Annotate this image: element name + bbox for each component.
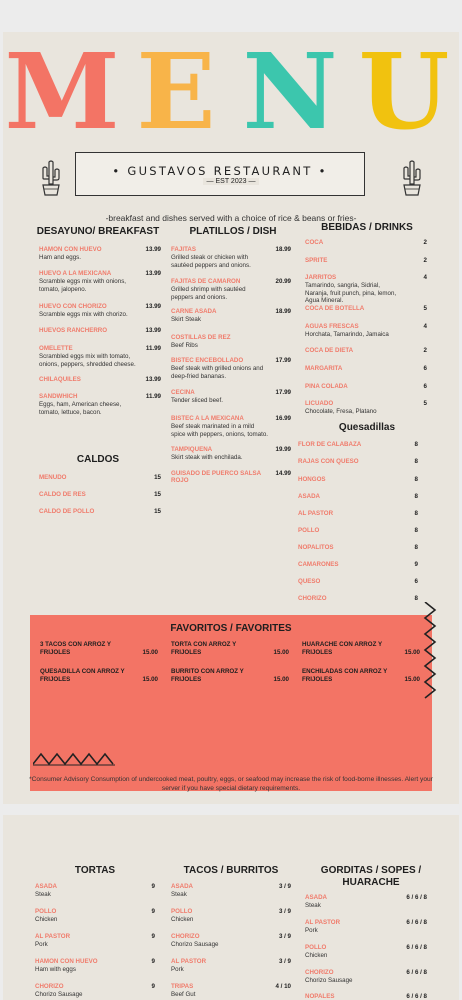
menu-item bbox=[298, 510, 418, 517]
favorites-title: FAVORITOS / FAVORITES bbox=[170, 623, 292, 634]
menu-item-description: Skirt Steak bbox=[171, 316, 201, 324]
menu-item bbox=[35, 908, 155, 924]
menu-item-description: Skirt steak with enchilada. bbox=[171, 454, 243, 462]
menu-item bbox=[171, 389, 291, 405]
menu-item-name: ASADA bbox=[305, 894, 328, 901]
menu-item-description: Beef Ribs bbox=[171, 342, 198, 350]
menu-item-description: Steak bbox=[305, 902, 321, 910]
favorite-item-name: ENCHILADAS CON ARROZ Y FRIJOLES bbox=[302, 668, 388, 683]
menu-item-description: Pork bbox=[35, 941, 48, 949]
menu-item bbox=[39, 246, 161, 262]
menu-item-price: 20.99 bbox=[275, 278, 291, 285]
aztec-pattern-icon bbox=[423, 602, 439, 702]
menu-item-description: Steak bbox=[171, 891, 187, 899]
menu-item-price: 9 bbox=[151, 908, 155, 915]
menu-item-name: ASADA bbox=[35, 883, 58, 890]
menu-item bbox=[35, 883, 155, 899]
menu-item-name: COCA DE DIETA bbox=[305, 347, 354, 354]
menu-item bbox=[171, 415, 291, 438]
menu-item-name: SANDWHICH bbox=[39, 393, 78, 400]
menu-item-name: AL PASTOR bbox=[298, 510, 334, 517]
menu-item bbox=[171, 246, 291, 269]
menu-item-description: Beef steak marinated in a mild spice with peppers, onions, tomato. bbox=[171, 423, 268, 438]
menu-item-price: 9 bbox=[151, 983, 155, 990]
menu-item bbox=[305, 969, 427, 985]
menu-item-description: Scramble eggs mix with chorizo. bbox=[39, 311, 128, 319]
menu-item-name: LICUADO bbox=[305, 400, 334, 407]
menu-item-name: QUESO bbox=[298, 578, 321, 585]
favorite-item-name: 3 TACOS CON ARROZ Y FRIJOLES bbox=[40, 641, 111, 656]
menu-item bbox=[171, 278, 291, 301]
tagline: -breakfast and dishes served with a choice of rice & beans or fries- bbox=[105, 213, 357, 223]
menu-item bbox=[298, 544, 418, 551]
menu-item bbox=[39, 327, 161, 334]
menu-item-price: 11.99 bbox=[145, 345, 161, 352]
menu-item-name: MARGARITA bbox=[305, 365, 343, 372]
menu-item-description: Pork bbox=[171, 966, 184, 974]
menu-item bbox=[305, 894, 427, 910]
menu-item-name: CHILAQUILES bbox=[39, 376, 81, 383]
menu-item bbox=[305, 305, 427, 312]
menu-item-price: 3 / 9 bbox=[278, 933, 291, 940]
breakfast-title: DESAYUNO/ BREAKFAST bbox=[36, 226, 160, 237]
menu-item bbox=[298, 493, 418, 500]
menu-item-price: 6 bbox=[414, 578, 418, 585]
menu-item-price: 6 / 6 / 8 bbox=[406, 894, 427, 901]
menu-item-name: HAMON CON HUEVO bbox=[39, 246, 102, 253]
menu-item-description: Scrambled eggs mix with tomato, onions, peppers, shredded cheese. bbox=[39, 353, 136, 368]
menu-item-price: 8 bbox=[414, 458, 418, 465]
menu-item-name: JARRITOS bbox=[305, 274, 337, 281]
menu-item-name: HAMON CON HUEVO bbox=[35, 958, 98, 965]
menu-item-description: Grilled shrimp with sautéed peppers and onions. bbox=[171, 286, 246, 301]
menu-item-name: PINA COLADA bbox=[305, 383, 348, 390]
menu-item-price: 8 bbox=[414, 527, 418, 534]
menu-item bbox=[305, 323, 427, 339]
favorite-item bbox=[171, 668, 289, 683]
menu-item bbox=[305, 257, 427, 264]
menu-item-name: RAJAS CON QUESO bbox=[298, 458, 359, 465]
menu-item-name: TAMPIQUENA bbox=[171, 446, 213, 453]
gorditas-title: GORDITAS / SOPES / HUARACHE bbox=[320, 865, 422, 888]
menu-item bbox=[305, 944, 427, 960]
menu-item bbox=[298, 595, 418, 602]
menu-item bbox=[298, 476, 418, 483]
menu-item-price: 18.99 bbox=[275, 246, 291, 253]
menu-item-description: Chorizo Sausage bbox=[171, 941, 219, 949]
menu-item-description: Chicken bbox=[305, 952, 328, 960]
menu-letter: U bbox=[358, 48, 446, 136]
menu-item-name: AL PASTOR bbox=[171, 958, 207, 965]
menu-item-price: 4 bbox=[423, 323, 427, 330]
favorite-item-price: 15.00 bbox=[142, 649, 158, 656]
menu-item bbox=[39, 345, 161, 368]
menu-item-description: Beef Gut bbox=[171, 991, 196, 999]
menu-item-name: COCA bbox=[305, 239, 324, 246]
menu-item bbox=[305, 400, 427, 416]
menu-item-price: 13.99 bbox=[145, 327, 161, 334]
menu-item-name: CALDO DE RES bbox=[39, 491, 86, 498]
menu-page-1 bbox=[3, 32, 459, 804]
menu-item bbox=[298, 458, 418, 465]
established-year: — EST 2023 — bbox=[3, 178, 459, 185]
menu-item-description: Tender sliced beef. bbox=[171, 397, 223, 405]
favorite-item bbox=[302, 668, 420, 683]
tacos-title: TACOS / BURRITOS bbox=[183, 865, 279, 876]
menu-item-name: AL PASTOR bbox=[305, 919, 341, 926]
menu-item-name: NOPALES bbox=[305, 993, 335, 1000]
menu-item-description: Grilled steak or chicken with sautéed peppers and onions. bbox=[171, 254, 251, 269]
menu-item-description: Chicken bbox=[171, 916, 194, 924]
menu-item-name: CAMARONES bbox=[298, 561, 339, 568]
menu-item-price: 4 / 10 bbox=[275, 983, 291, 990]
menu-item bbox=[171, 334, 291, 350]
menu-item-name: CHORIZO bbox=[35, 983, 64, 990]
menu-item-name: POLLO bbox=[298, 527, 320, 534]
menu-item-name: CARNE ASADA bbox=[171, 308, 217, 315]
menu-item-name: COSTILLAS DE REZ bbox=[171, 334, 231, 341]
menu-item-price: 16.99 bbox=[275, 415, 291, 422]
menu-item-price: 8 bbox=[414, 493, 418, 500]
menu-item-name: FAJITAS bbox=[171, 246, 196, 253]
menu-item bbox=[305, 383, 427, 390]
menu-item-price: 3 / 9 bbox=[278, 883, 291, 890]
menu-item-price: 4 bbox=[423, 274, 427, 281]
menu-item bbox=[298, 578, 418, 585]
menu-item bbox=[305, 365, 427, 372]
menu-item-description: Chorizo Sausage bbox=[35, 991, 83, 999]
menu-page-2 bbox=[3, 815, 459, 1000]
menu-item-name: NOPALITOS bbox=[298, 544, 334, 551]
menu-item-price: 13.99 bbox=[145, 270, 161, 277]
menu-item-description: Chorizo Sausage bbox=[305, 977, 353, 985]
menu-item-price: 13.99 bbox=[145, 376, 161, 383]
menu-item bbox=[305, 993, 427, 1000]
menu-item bbox=[171, 908, 291, 924]
menu-item-price: 6 bbox=[423, 383, 427, 390]
menu-item-price: 9 bbox=[151, 883, 155, 890]
menu-item-price: 9 bbox=[414, 561, 418, 568]
menu-item bbox=[39, 376, 161, 383]
menu-item-price: 6 / 6 / 8 bbox=[406, 919, 427, 926]
menu-item-description: Ham with eggs bbox=[35, 966, 76, 974]
aztec-pattern-icon bbox=[33, 750, 117, 766]
menu-item-name: FAJITAS DE CAMARON bbox=[171, 278, 241, 285]
menu-item-name: AL PASTOR bbox=[35, 933, 71, 940]
menu-letter: E bbox=[136, 48, 212, 136]
menu-item bbox=[171, 933, 291, 949]
favorite-item-price: 15.00 bbox=[404, 676, 420, 683]
menu-item-name: FLOR DE CALABAZA bbox=[298, 441, 362, 448]
menu-item bbox=[298, 561, 418, 568]
menu-item-description: Chicken bbox=[35, 916, 58, 924]
menu-item-price: 2 bbox=[423, 257, 427, 264]
consumer-advisory: *Consumer Advisory Consumption of undercooked meat, poultry, eggs, or seafood may increase the risk of food-borne illnesses. Alert your server if you have special dietary requirements. bbox=[29, 776, 433, 792]
menu-item-name: CALDO DE POLLO bbox=[39, 508, 95, 515]
favorite-item-name: HUARACHE CON ARROZ Y FRIJOLES bbox=[302, 641, 382, 656]
menu-item bbox=[305, 239, 427, 246]
menu-item bbox=[35, 933, 155, 949]
cactus-icon bbox=[400, 158, 424, 196]
favorite-item-price: 15.00 bbox=[142, 676, 158, 683]
menu-item-description: Ham and eggs. bbox=[39, 254, 81, 262]
menu-item-price: 6 / 6 / 8 bbox=[406, 969, 427, 976]
restaurant-name: • GUSTAVOS RESTAURANT • bbox=[112, 164, 328, 178]
favorite-item-name: QUESADILLA CON ARROZ Y FRIJOLES bbox=[40, 668, 125, 683]
favorite-item bbox=[171, 641, 289, 656]
menu-item-name: MENUDO bbox=[39, 474, 67, 481]
menu-item-price: 5 bbox=[423, 305, 427, 312]
menu-item-name: CECINA bbox=[171, 389, 195, 396]
menu-item bbox=[305, 919, 427, 935]
favorite-item bbox=[40, 668, 158, 683]
menu-item-description: Horchata, Tamarindo, Jamaica bbox=[305, 331, 389, 339]
menu-item bbox=[39, 270, 161, 293]
platillos-title: PLATILLOS / DISH bbox=[189, 226, 277, 237]
menu-item-name: ASADA bbox=[171, 883, 194, 890]
menu-item-price: 8 bbox=[414, 595, 418, 602]
menu-item-price: 19.99 bbox=[275, 446, 291, 453]
menu-item-description: Scramble eggs mix with onions, tomato, jalopeno. bbox=[39, 278, 127, 293]
menu-item-price: 8 bbox=[414, 476, 418, 483]
favorite-item-price: 15.00 bbox=[273, 676, 289, 683]
menu-item bbox=[171, 470, 291, 485]
menu-item-name: AGUAS FRESCAS bbox=[305, 323, 359, 330]
menu-item bbox=[39, 303, 161, 319]
menu-letter: M bbox=[4, 48, 116, 136]
menu-item bbox=[39, 393, 161, 416]
menu-item bbox=[171, 446, 291, 462]
menu-item-price: 17.99 bbox=[275, 389, 291, 396]
menu-letter: N bbox=[242, 48, 334, 136]
bebidas-title: BEBIDAS / DRINKS bbox=[321, 222, 413, 233]
menu-item bbox=[298, 527, 418, 534]
menu-item-price: 6 bbox=[423, 365, 427, 372]
menu-item-name: TRIPAS bbox=[171, 983, 194, 990]
favorite-item-name: BURRITO CON ARROZ Y FRIJOLES bbox=[171, 668, 244, 683]
menu-item bbox=[298, 441, 418, 448]
menu-item bbox=[305, 274, 427, 305]
menu-item-name: CHORIZO bbox=[305, 969, 334, 976]
menu-item-price: 13.99 bbox=[145, 246, 161, 253]
menu-item-description: Steak bbox=[35, 891, 51, 899]
menu-item-price: 5 bbox=[423, 400, 427, 407]
menu-title bbox=[3, 48, 459, 136]
menu-item-name: HUEVO CON CHORIZO bbox=[39, 303, 107, 310]
caldos-title: CALDOS bbox=[76, 454, 120, 465]
menu-item-name: HONGOS bbox=[298, 476, 326, 483]
menu-item-description: Pork bbox=[305, 927, 318, 935]
menu-item-name: POLLO bbox=[305, 944, 327, 951]
quesadillas-title: Quesadillas bbox=[338, 422, 396, 433]
cactus-icon bbox=[39, 158, 63, 196]
favorite-item bbox=[302, 641, 420, 656]
favorite-item bbox=[40, 641, 158, 656]
menu-item-price: 11.99 bbox=[145, 393, 161, 400]
menu-item-name: BISTEC ENCEBOLLADO bbox=[171, 357, 244, 364]
menu-item-name: POLLO bbox=[35, 908, 57, 915]
menu-item-price: 8 bbox=[414, 544, 418, 551]
menu-item bbox=[171, 883, 291, 899]
menu-item-price: 6 / 6 / 8 bbox=[406, 944, 427, 951]
menu-item-description: Eggs, ham, American cheese, tomato, lettuce, bacon. bbox=[39, 401, 122, 416]
menu-item-price: 13.99 bbox=[145, 303, 161, 310]
menu-item-description: Tamarindo, sangria, Sidrial, Naranja, fruit punch, pina, lemon, Agua Mineral. bbox=[305, 282, 397, 305]
menu-item bbox=[35, 983, 155, 999]
menu-item-price: 15 bbox=[154, 491, 161, 498]
menu-item-name: GUISADO DE PUERCO SALSA ROJO bbox=[171, 470, 261, 485]
menu-item-description: Chocolate, Fresa, Platano bbox=[305, 408, 377, 416]
favorite-item-price: 15.00 bbox=[273, 649, 289, 656]
menu-item bbox=[305, 347, 427, 354]
menu-item bbox=[171, 308, 291, 324]
menu-item bbox=[171, 958, 291, 974]
menu-item-name: OMELETTE bbox=[39, 345, 73, 352]
menu-item-price: 17.99 bbox=[275, 357, 291, 364]
favorite-item-name: TORTA CON ARROZ Y FRIJOLES bbox=[171, 641, 237, 656]
menu-item-name: HUEVO A LA MEXICANA bbox=[39, 270, 112, 277]
menu-item-name: HUEVOS RANCHERRO bbox=[39, 327, 108, 334]
favorite-item-price: 15.00 bbox=[404, 649, 420, 656]
menu-item-price: 2 bbox=[423, 347, 427, 354]
menu-item-name: CHORIZO bbox=[171, 933, 200, 940]
menu-item-price: 2 bbox=[423, 239, 427, 246]
menu-item-price: 3 / 9 bbox=[278, 908, 291, 915]
menu-item-price: 14.99 bbox=[275, 470, 291, 477]
menu-item bbox=[39, 474, 161, 481]
menu-item-price: 6 / 6 / 8 bbox=[406, 993, 427, 1000]
menu-item-price: 15 bbox=[154, 474, 161, 481]
menu-item bbox=[171, 983, 291, 999]
menu-item bbox=[171, 357, 291, 380]
menu-item-price: 3 / 9 bbox=[278, 958, 291, 965]
menu-item bbox=[39, 491, 161, 498]
menu-item-name: SPRITE bbox=[305, 257, 328, 264]
menu-item-name: POLLO bbox=[171, 908, 193, 915]
restaurant-header bbox=[75, 152, 365, 196]
menu-item-price: 15 bbox=[154, 508, 161, 515]
menu-item-description: Beef steak with grilled onions and deep-fried bananas. bbox=[171, 365, 264, 380]
menu-item-name: CHORIZO bbox=[298, 595, 327, 602]
menu-item-price: 8 bbox=[414, 510, 418, 517]
menu-item-price: 9 bbox=[151, 933, 155, 940]
menu-item bbox=[35, 958, 155, 974]
menu-item-price: 18.99 bbox=[275, 308, 291, 315]
tortas-title: TORTAS bbox=[74, 865, 116, 876]
menu-item-name: ASADA bbox=[298, 493, 321, 500]
menu-item-name: BISTEC A LA MEXICANA bbox=[171, 415, 244, 422]
menu-item-name: COCA DE BOTELLA bbox=[305, 305, 365, 312]
menu-item-price: 8 bbox=[414, 441, 418, 448]
menu-item-price: 9 bbox=[151, 958, 155, 965]
menu-item bbox=[39, 508, 161, 515]
